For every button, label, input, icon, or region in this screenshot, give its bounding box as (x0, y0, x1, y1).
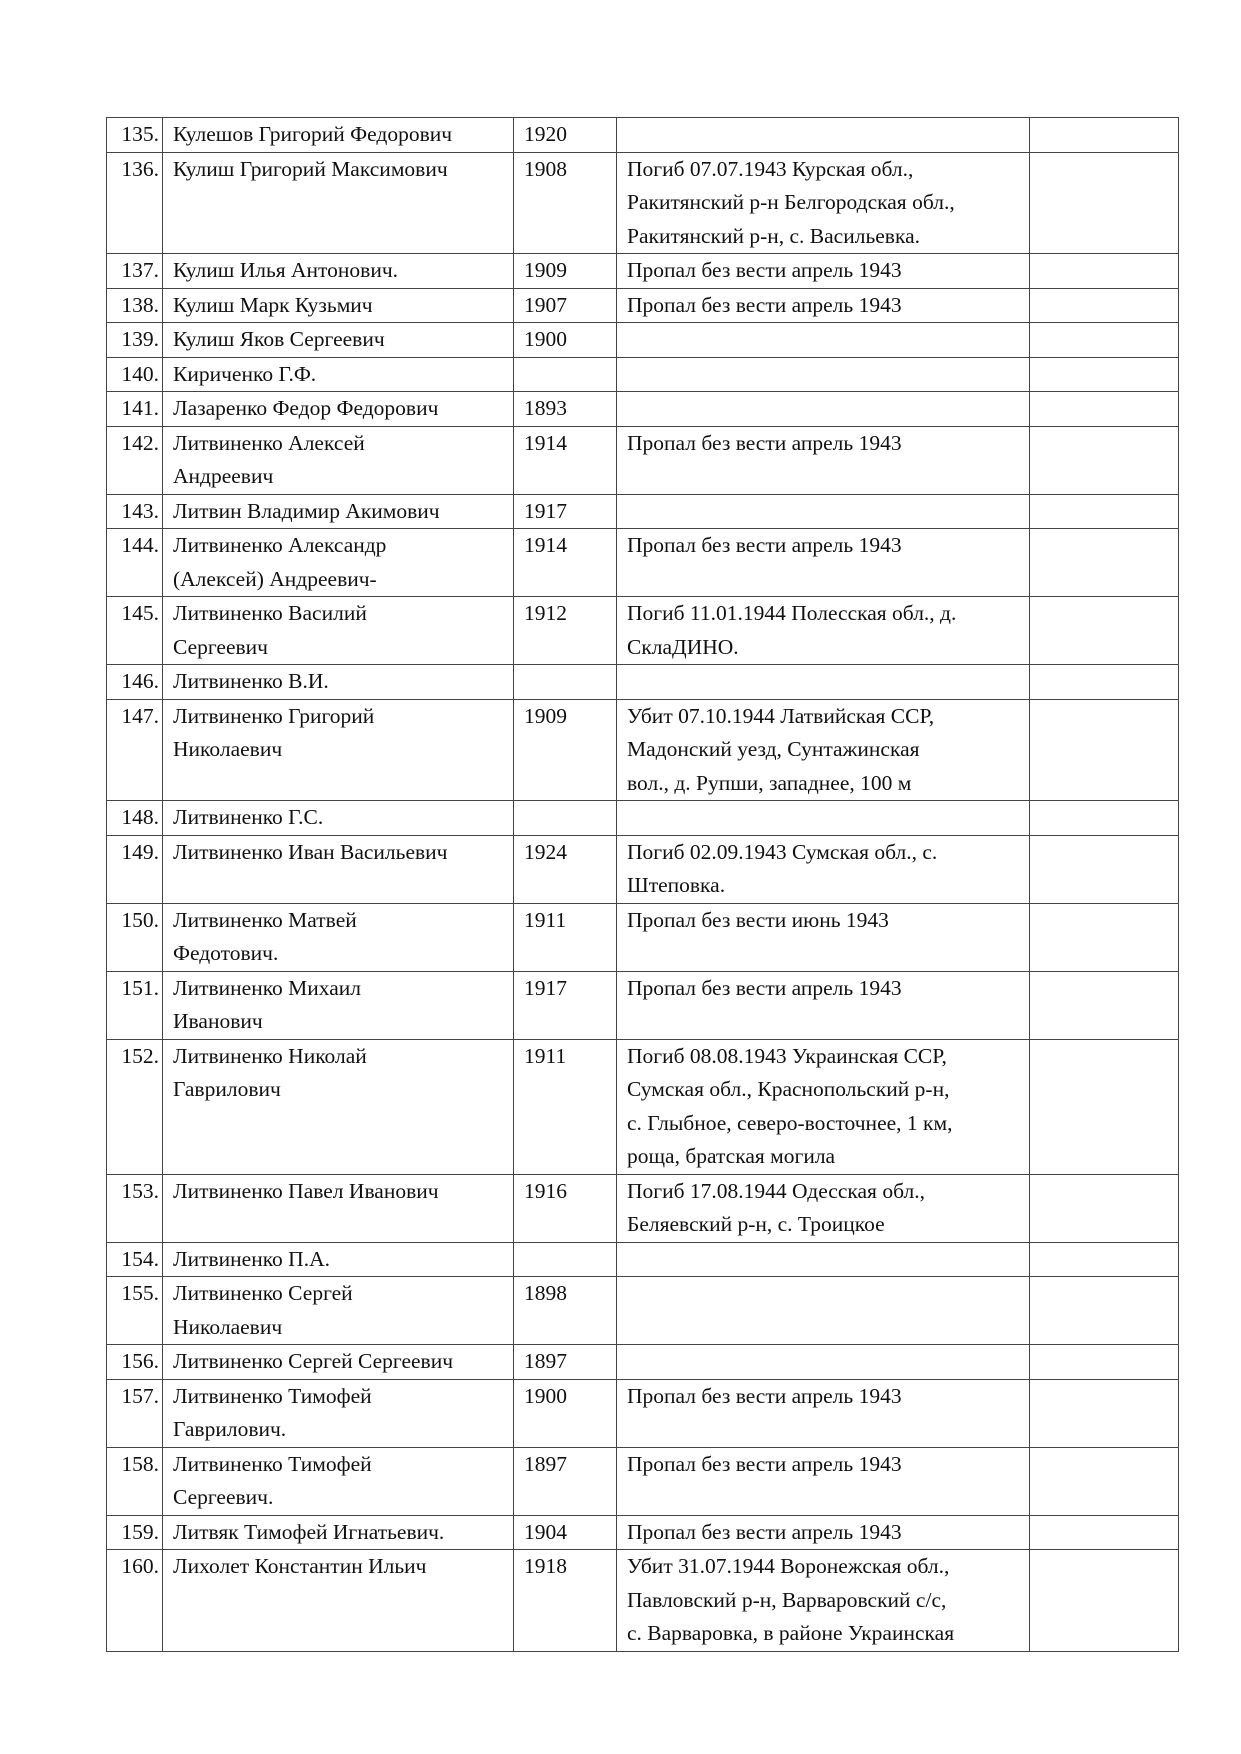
extra-cell (1030, 1039, 1179, 1174)
row-number: 138. (107, 288, 163, 323)
row-number: 160. (107, 1550, 163, 1652)
table-row (107, 254, 1179, 289)
fate-note (617, 801, 1030, 836)
row-number: 145. (107, 597, 163, 665)
extra-cell (1030, 1447, 1179, 1515)
fate-note: Пропал без вести апрель 1943 (617, 1379, 1030, 1447)
row-number: 152. (107, 1039, 163, 1174)
table-row (107, 903, 1179, 971)
person-name: Литвяк Тимофей Игнатьевич. (163, 1515, 514, 1550)
fate-note: Пропал без вести апрель 1943 (617, 254, 1030, 289)
table-row (107, 1447, 1179, 1515)
birth-year (514, 1242, 617, 1277)
birth-year: 1920 (514, 118, 617, 153)
table-row (107, 357, 1179, 392)
birth-year: 1914 (514, 426, 617, 494)
birth-year (514, 665, 617, 700)
row-number: 155. (107, 1277, 163, 1345)
birth-year: 1893 (514, 392, 617, 427)
birth-year: 1924 (514, 835, 617, 903)
birth-year: 1916 (514, 1174, 617, 1242)
person-name: Литвиненко Матвей Федотович. (163, 903, 514, 971)
roster-table (106, 117, 1179, 1652)
extra-cell (1030, 801, 1179, 836)
fate-note (617, 665, 1030, 700)
person-name: Литвиненко Иван Васильевич (163, 835, 514, 903)
birth-year (514, 801, 617, 836)
birth-year: 1911 (514, 903, 617, 971)
row-number: 154. (107, 1242, 163, 1277)
row-number: 151. (107, 971, 163, 1039)
extra-cell (1030, 597, 1179, 665)
table-row (107, 1242, 1179, 1277)
person-name: Литвиненко Николай Гаврилович (163, 1039, 514, 1174)
fate-note: Убит 31.07.1944 Воронежская обл., Павловский р-н, Варваровский с/с, с. Варваровка, в районе Украинская (617, 1550, 1030, 1652)
extra-cell (1030, 971, 1179, 1039)
fate-note: Пропал без вести апрель 1943 (617, 971, 1030, 1039)
table-row (107, 835, 1179, 903)
person-name: Литвиненко Сергей Николаевич (163, 1277, 514, 1345)
extra-cell (1030, 1379, 1179, 1447)
person-name: Кулиш Марк Кузьмич (163, 288, 514, 323)
person-name: Литвиненко Тимофей Сергеевич. (163, 1447, 514, 1515)
table-row (107, 1515, 1179, 1550)
table-row (107, 597, 1179, 665)
row-number: 153. (107, 1174, 163, 1242)
person-name: Кулешов Григорий Федорович (163, 118, 514, 153)
birth-year: 1912 (514, 597, 617, 665)
extra-cell (1030, 392, 1179, 427)
row-number: 135. (107, 118, 163, 153)
birth-year: 1914 (514, 529, 617, 597)
table-row (107, 1174, 1179, 1242)
fate-note: Пропал без вести апрель 1943 (617, 426, 1030, 494)
fate-note: Погиб 02.09.1943 Сумская обл., с. Штеповка. (617, 835, 1030, 903)
person-name: Литвин Владимир Акимович (163, 494, 514, 529)
table-row (107, 665, 1179, 700)
row-number: 140. (107, 357, 163, 392)
birth-year (514, 357, 617, 392)
fate-note: Пропал без вести июнь 1943 (617, 903, 1030, 971)
birth-year: 1909 (514, 254, 617, 289)
row-number: 150. (107, 903, 163, 971)
fate-note (617, 1277, 1030, 1345)
table-row (107, 971, 1179, 1039)
row-number: 147. (107, 699, 163, 801)
fate-note: Погиб 07.07.1943 Курская обл., Ракитянский р-н Белгородская обл., Ракитянский р-н, с. Васильевка. (617, 152, 1030, 254)
birth-year: 1897 (514, 1345, 617, 1380)
roster-body (107, 118, 1179, 1652)
table-row (107, 529, 1179, 597)
table-row (107, 1277, 1179, 1345)
person-name: Литвиненко Михаил Иванович (163, 971, 514, 1039)
extra-cell (1030, 357, 1179, 392)
extra-cell (1030, 1515, 1179, 1550)
fate-note: Погиб 11.01.1944 Полесская обл., д. СклаДИНО. (617, 597, 1030, 665)
extra-cell (1030, 699, 1179, 801)
row-number: 146. (107, 665, 163, 700)
fate-note (617, 1242, 1030, 1277)
fate-note (617, 118, 1030, 153)
extra-cell (1030, 426, 1179, 494)
table-row (107, 699, 1179, 801)
fate-note: Погиб 08.08.1943 Украинская ССР, Сумская обл., Краснопольский р-н, с. Глыбное, северо-восточнее, 1 км, роща, братская могила (617, 1039, 1030, 1174)
extra-cell (1030, 323, 1179, 358)
person-name: Литвиненко Тимофей Гаврилович. (163, 1379, 514, 1447)
row-number: 158. (107, 1447, 163, 1515)
row-number: 157. (107, 1379, 163, 1447)
fate-note (617, 1345, 1030, 1380)
person-name: Лазаренко Федор Федорович (163, 392, 514, 427)
extra-cell (1030, 903, 1179, 971)
fate-note: Пропал без вести апрель 1943 (617, 1447, 1030, 1515)
birth-year: 1918 (514, 1550, 617, 1652)
row-number: 142. (107, 426, 163, 494)
row-number: 143. (107, 494, 163, 529)
extra-cell (1030, 835, 1179, 903)
birth-year: 1908 (514, 152, 617, 254)
person-name: Литвиненко Г.С. (163, 801, 514, 836)
row-number: 144. (107, 529, 163, 597)
person-name: Кулиш Яков Сергеевич (163, 323, 514, 358)
table-row (107, 1379, 1179, 1447)
table-row (107, 392, 1179, 427)
row-number: 156. (107, 1345, 163, 1380)
birth-year: 1909 (514, 699, 617, 801)
person-name: Литвиненко Павел Иванович (163, 1174, 514, 1242)
fate-note: Пропал без вести апрель 1943 (617, 288, 1030, 323)
birth-year: 1917 (514, 971, 617, 1039)
extra-cell (1030, 1174, 1179, 1242)
birth-year: 1900 (514, 323, 617, 358)
extra-cell (1030, 494, 1179, 529)
fate-note: Погиб 17.08.1944 Одесская обл., Беляевский р-н, с. Троицкое (617, 1174, 1030, 1242)
person-name: Лихолет Константин Ильич (163, 1550, 514, 1652)
extra-cell (1030, 529, 1179, 597)
extra-cell (1030, 1345, 1179, 1380)
table-row (107, 1345, 1179, 1380)
birth-year: 1900 (514, 1379, 617, 1447)
row-number: 149. (107, 835, 163, 903)
birth-year: 1917 (514, 494, 617, 529)
birth-year: 1897 (514, 1447, 617, 1515)
table-row (107, 1550, 1179, 1652)
birth-year: 1911 (514, 1039, 617, 1174)
extra-cell (1030, 288, 1179, 323)
row-number: 141. (107, 392, 163, 427)
extra-cell (1030, 1242, 1179, 1277)
fate-note: Убит 07.10.1944 Латвийская ССР, Мадонский уезд, Сунтажинская вол., д. Рупши, западнее, 100 м (617, 699, 1030, 801)
birth-year: 1907 (514, 288, 617, 323)
row-number: 136. (107, 152, 163, 254)
fate-note (617, 323, 1030, 358)
fate-note: Пропал без вести апрель 1943 (617, 529, 1030, 597)
row-number: 148. (107, 801, 163, 836)
person-name: Литвиненко Григорий Николаевич (163, 699, 514, 801)
person-name: Литвиненко П.А. (163, 1242, 514, 1277)
extra-cell (1030, 254, 1179, 289)
person-name: Литвиненко Алексей Андреевич (163, 426, 514, 494)
table-row (107, 801, 1179, 836)
table-row (107, 1039, 1179, 1174)
extra-cell (1030, 1277, 1179, 1345)
fate-note (617, 357, 1030, 392)
birth-year: 1904 (514, 1515, 617, 1550)
person-name: Литвиненко Сергей Сергеевич (163, 1345, 514, 1380)
table-row (107, 288, 1179, 323)
person-name: Литвиненко В.И. (163, 665, 514, 700)
person-name: Кулиш Илья Антонович. (163, 254, 514, 289)
birth-year: 1898 (514, 1277, 617, 1345)
person-name: Кулиш Григорий Максимович (163, 152, 514, 254)
person-name: Литвиненко Василий Сергеевич (163, 597, 514, 665)
table-row (107, 426, 1179, 494)
extra-cell (1030, 152, 1179, 254)
table-row (107, 118, 1179, 153)
row-number: 137. (107, 254, 163, 289)
fate-note: Пропал без вести апрель 1943 (617, 1515, 1030, 1550)
fate-note (617, 392, 1030, 427)
extra-cell (1030, 118, 1179, 153)
extra-cell (1030, 665, 1179, 700)
row-number: 139. (107, 323, 163, 358)
table-row (107, 323, 1179, 358)
person-name: Литвиненко Александр (Алексей) Андреевич- (163, 529, 514, 597)
extra-cell (1030, 1550, 1179, 1652)
table-row (107, 152, 1179, 254)
fate-note (617, 494, 1030, 529)
table-row (107, 494, 1179, 529)
person-name: Кириченко Г.Ф. (163, 357, 514, 392)
row-number: 159. (107, 1515, 163, 1550)
